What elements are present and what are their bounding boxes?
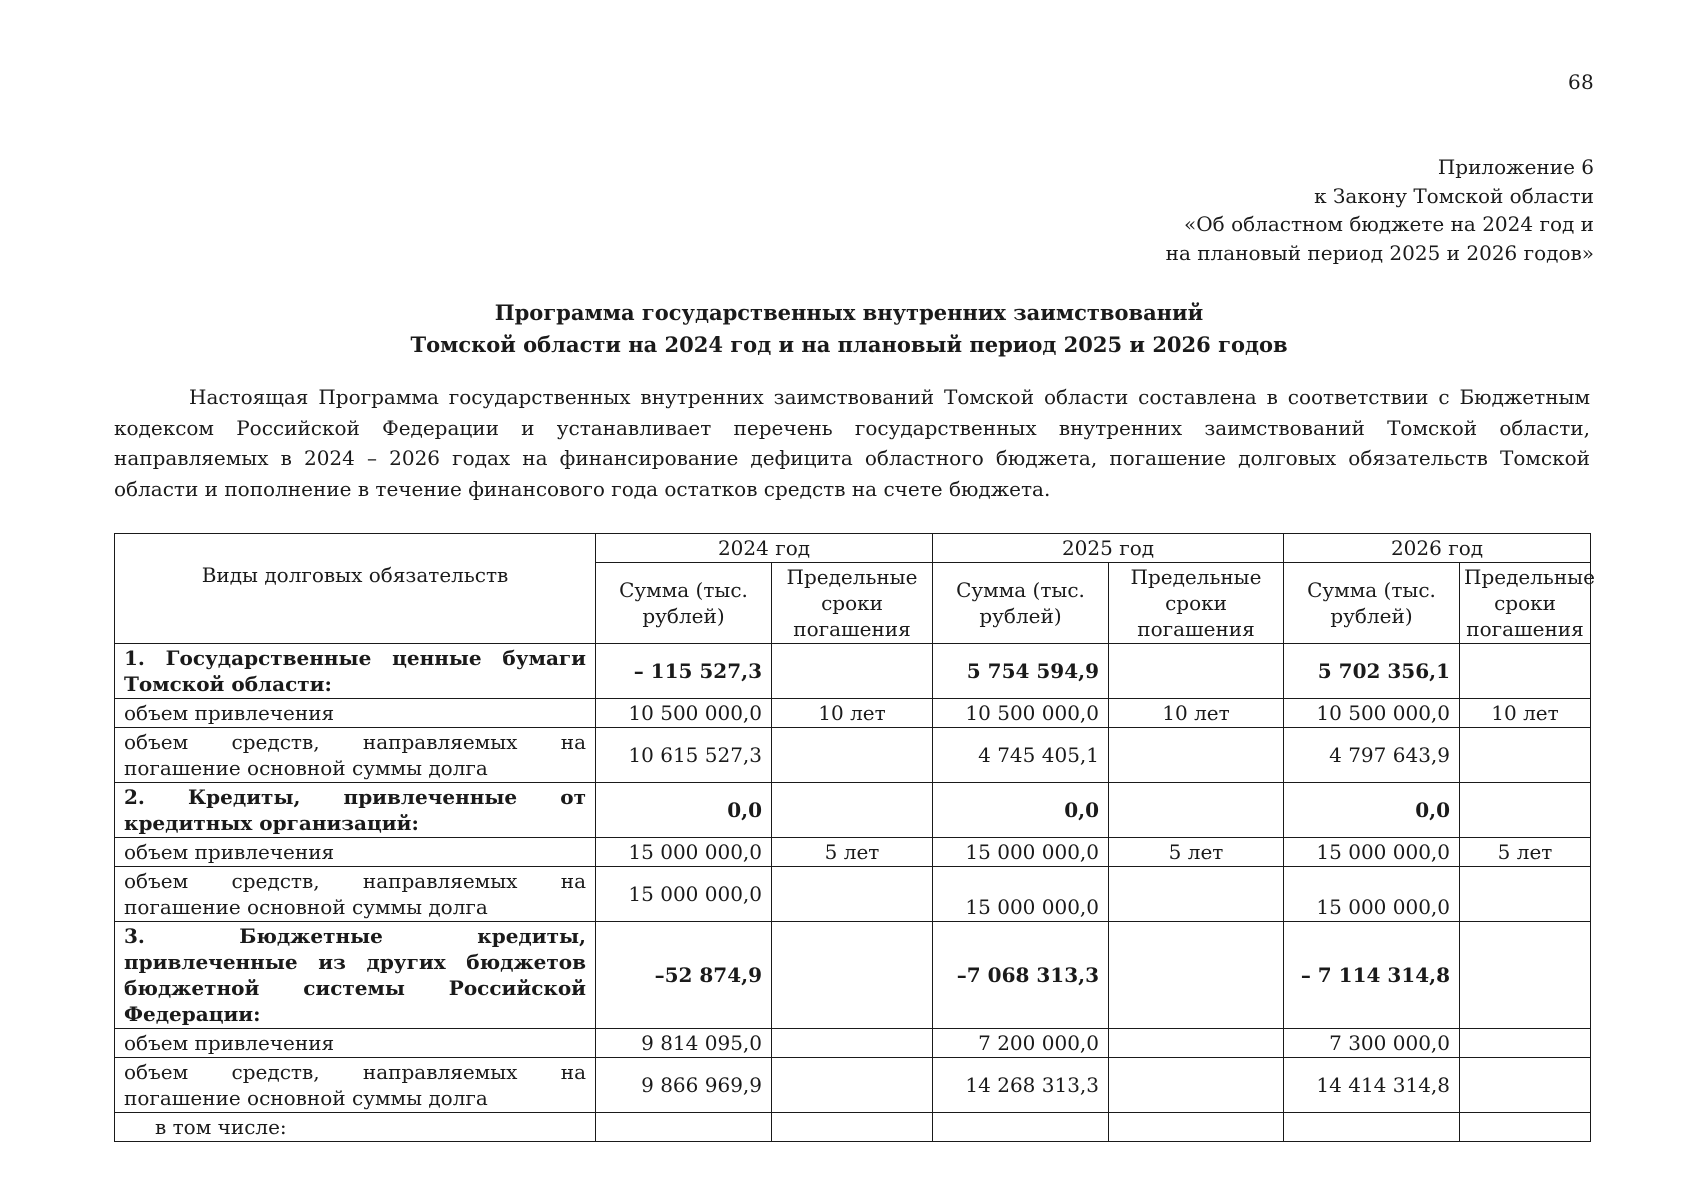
appendix-reference [874,153,1594,267]
sum-cell: 15 000 000,0 [933,867,1109,922]
term-cell [772,1113,933,1142]
header-sum: Сумма (тыс. рублей) [1284,563,1460,644]
term-cell [1109,783,1284,838]
appendix-line: к Закону Томской области [1314,183,1594,208]
page-number: 68 [1567,70,1594,94]
table-row [115,1029,1591,1058]
title-line-2: Томской области на 2024 год и на плановый период 2025 и 2026 годов [410,332,1288,357]
term-cell [1109,922,1284,1029]
sum-cell: 4 745 405,1 [933,728,1109,783]
sum-cell: 15 000 000,0 [596,867,772,922]
section-row [115,644,1591,699]
document-title [0,297,1698,361]
term-cell [1460,1058,1591,1113]
term-cell [772,1029,933,1058]
term-cell [772,1058,933,1113]
sum-cell: 10 500 000,0 [596,699,772,728]
row-label: объем средств, направляемых на погашение основной суммы долга [115,1058,596,1113]
sum-cell: 15 000 000,0 [933,838,1109,867]
term-cell [1460,867,1591,922]
term-cell [1109,1058,1284,1113]
sum-cell: 0,0 [1284,783,1460,838]
table-row [115,699,1591,728]
table-row [115,1058,1591,1113]
sum-cell [596,1113,772,1142]
sum-cell: 14 268 313,3 [933,1058,1109,1113]
term-cell [772,867,933,922]
term-cell: 10 лет [772,699,933,728]
borrowings-table [114,533,1595,1142]
sum-cell: 9 814 095,0 [596,1029,772,1058]
sum-cell: 15 000 000,0 [1284,838,1460,867]
header-sum: Сумма (тыс. рублей) [596,563,772,644]
term-cell [1109,867,1284,922]
sum-cell: – 7 114 314,8 [1284,922,1460,1029]
term-cell [772,783,933,838]
appendix-line: Приложение 6 [1437,155,1594,179]
table-row [115,1113,1591,1142]
term-cell: 10 лет [1460,699,1591,728]
header-sum: Сумма (тыс. рублей) [933,563,1109,644]
table-row [115,728,1591,783]
header-kind: Виды долговых обязательств [115,534,596,644]
sum-cell: – 115 527,3 [596,644,772,699]
term-cell [772,644,933,699]
header-year-2025: 2025 год [933,534,1284,563]
row-label: в том числе: [115,1113,596,1142]
title-line-1: Программа государственных внутренних заимствований [494,300,1204,325]
sum-cell: 15 000 000,0 [1284,867,1460,922]
table-row [115,867,1591,922]
intro-paragraph: Настоящая Программа государственных внутренних заимствований Томской области составлена в соответствии с Бюджетным кодексом Российской Федерации и устанавливает перечень государственных внутренних заимствований Томской области, направляемых в 2024 – 2026 годах на финансирование дефицита областного бюджета, погашение долговых обязательств Томской области и пополнение в течение финансового года остатков средств на счете бюджета. [114,385,1590,501]
table-row [115,838,1591,867]
term-cell: 5 лет [772,838,933,867]
sum-cell: 10 500 000,0 [1284,699,1460,728]
header-term: Предельные сроки погашения [772,563,933,644]
term-cell: 5 лет [1460,838,1591,867]
term-cell [772,728,933,783]
sum-cell: 9 866 969,9 [596,1058,772,1113]
term-cell [1460,728,1591,783]
section-row [115,922,1591,1029]
sum-cell: 10 500 000,0 [933,699,1109,728]
row-label: объем средств, направляемых на погашение основной суммы долга [115,728,596,783]
term-cell [1460,783,1591,838]
term-cell: 5 лет [1109,838,1284,867]
sum-cell: 15 000 000,0 [596,838,772,867]
section-row [115,783,1591,838]
appendix-line: на плановый период 2025 и 2026 годов» [1165,240,1594,265]
sum-cell: –52 874,9 [596,922,772,1029]
sum-cell: 5 702 356,1 [1284,644,1460,699]
row-label: объем привлечения [115,699,596,728]
term-cell [1460,1113,1591,1142]
sum-cell: 0,0 [596,783,772,838]
header-term: Предельные сроки погашения [1460,563,1591,644]
term-cell [1109,1029,1284,1058]
sum-cell: –7 068 313,3 [933,922,1109,1029]
term-cell [1460,922,1591,1029]
sum-cell: 7 200 000,0 [933,1029,1109,1058]
term-cell [1460,644,1591,699]
row-label: объем привлечения [115,1029,596,1058]
section-label: 3. Бюджетные кредиты, привлеченные из других бюджетов бюджетной системы Российской Федерации: [115,922,596,1029]
term-cell [1109,728,1284,783]
term-cell: 10 лет [1109,699,1284,728]
row-label: объем привлечения [115,838,596,867]
sum-cell: 14 414 314,8 [1284,1058,1460,1113]
sum-cell: 0,0 [933,783,1109,838]
header-year-2024: 2024 год [596,534,933,563]
section-label: 2. Кредиты, привлеченные от кредитных организаций: [115,783,596,838]
header-row-years [115,534,1591,563]
sum-cell [933,1113,1109,1142]
sum-cell [1284,1113,1460,1142]
term-cell [772,922,933,1029]
sum-cell: 7 300 000,0 [1284,1029,1460,1058]
term-cell [1109,644,1284,699]
row-label: объем средств, направляемых на погашение основной суммы долга [115,867,596,922]
sum-cell: 5 754 594,9 [933,644,1109,699]
term-cell [1109,1113,1284,1142]
sum-cell: 4 797 643,9 [1284,728,1460,783]
appendix-line: «Об областном бюджете на 2024 год и [1184,212,1594,236]
header-term: Предельные сроки погашения [1109,563,1284,644]
header-year-2026: 2026 год [1284,534,1591,563]
term-cell [1460,1029,1591,1058]
sum-cell: 10 615 527,3 [596,728,772,783]
section-label: 1. Государственные ценные бумаги Томской области: [115,644,596,699]
